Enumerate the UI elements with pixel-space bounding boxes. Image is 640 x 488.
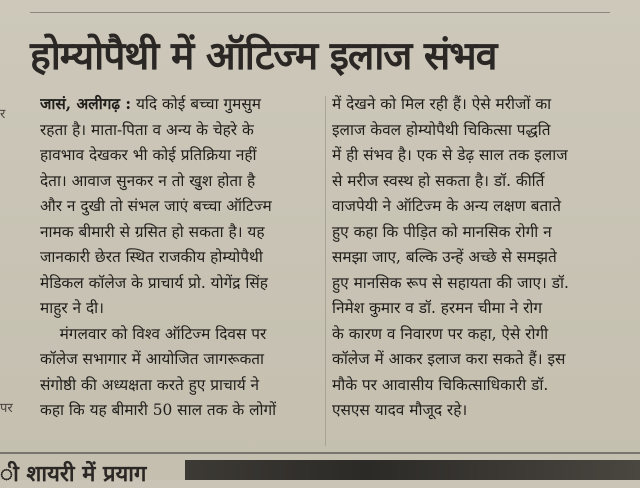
column-line: मंगलवार को विश्व ऑटिज्म दिवस पर (40, 324, 267, 343)
column-line: वाजपेयी ने ऑटिज्म के अन्य लक्षण बताते (332, 197, 561, 215)
column-line: मेडिकल कॉलेज के प्राचार्य प्रो. योगेंद्र सिंह (40, 273, 268, 292)
top-rule (30, 12, 610, 13)
article-column-left (40, 92, 320, 424)
column-line: कॉलेज सभागार में आयोजित जागरूकता (40, 350, 265, 368)
adjacent-column-fragment: पर (0, 401, 13, 416)
column-line: रहता है। माता-पिता व अन्य के चेहरे के (40, 120, 254, 139)
column-line: संगोष्ठी की अध्यक्षता करते हुए प्राचार्य ने (40, 375, 260, 394)
column-divider (325, 96, 326, 446)
column-line: में ही संभव है। एक से डेढ़ साल तक इलाज (332, 146, 568, 164)
column-line: एसएस यादव मौजूद रहे। (332, 401, 468, 419)
column-line: कहा कि यह बीमारी 50 साल तक के लोगों (40, 401, 277, 419)
adjacent-column-fragment: र (0, 107, 6, 122)
article-column-right (332, 92, 612, 424)
column-line: के कारण व निवारण पर कहा, ऐसे रोगी (332, 324, 549, 343)
column-line: हुए मानसिक रूप से सहायता की जाए। डॉ. (332, 273, 569, 292)
column-line: जानकारी छेरत स्थित राजकीय होम्योपैथी (40, 248, 263, 266)
column-line: में देखने को मिल रही हैं। ऐसे मरीजों का (332, 95, 552, 113)
next-article-headline-fragment: ी शायरी में प्रयाग (0, 462, 147, 487)
column-line: हावभाव देखकर भी कोई प्रतिक्रिया नहीं (40, 146, 257, 164)
column-line-text: यदि कोई बच्चा गुमसुम (131, 95, 261, 113)
article-headline: होम्योपैथी में ऑटिज्म इलाज संभव (30, 34, 497, 79)
column-line: से मरीज स्वस्थ हो सकता है। डॉ. कीर्ति (332, 171, 545, 190)
column-line: माहुर ने दी। (40, 299, 104, 317)
column-line: नामक बीमारी से ग्रसित हो सकता है। यह (40, 222, 265, 241)
column-line: मौके पर आवासीय चिकित्साधिकारी डॉ. (332, 375, 549, 394)
column-line: देता। आवाज सुनकर न तो खुश होता है (40, 171, 256, 190)
next-article-photo (185, 460, 640, 480)
column-line: निमेश कुमार व डॉ. हरमन चीमा ने रोग (332, 299, 543, 317)
column-line: हुए कहा कि पीड़ित को मानसिक रोगी न (332, 222, 552, 241)
article-dateline: जासं, अलीगढ़ : (40, 95, 132, 113)
column-line: समझा जाए, बल्कि उन्हें अच्छे से समझते (332, 248, 557, 266)
column-line: कॉलेज में आकर इलाज करा सकते हैं। इस (332, 350, 566, 368)
column-line: इलाज केवल होम्योपैथी चिकित्सा पद्धति (332, 120, 551, 139)
column-line: और न दुखी तो संभल जाएं बच्चा ऑटिज्म (40, 197, 272, 215)
column-line (40, 92, 320, 118)
bottom-rule (0, 452, 640, 454)
